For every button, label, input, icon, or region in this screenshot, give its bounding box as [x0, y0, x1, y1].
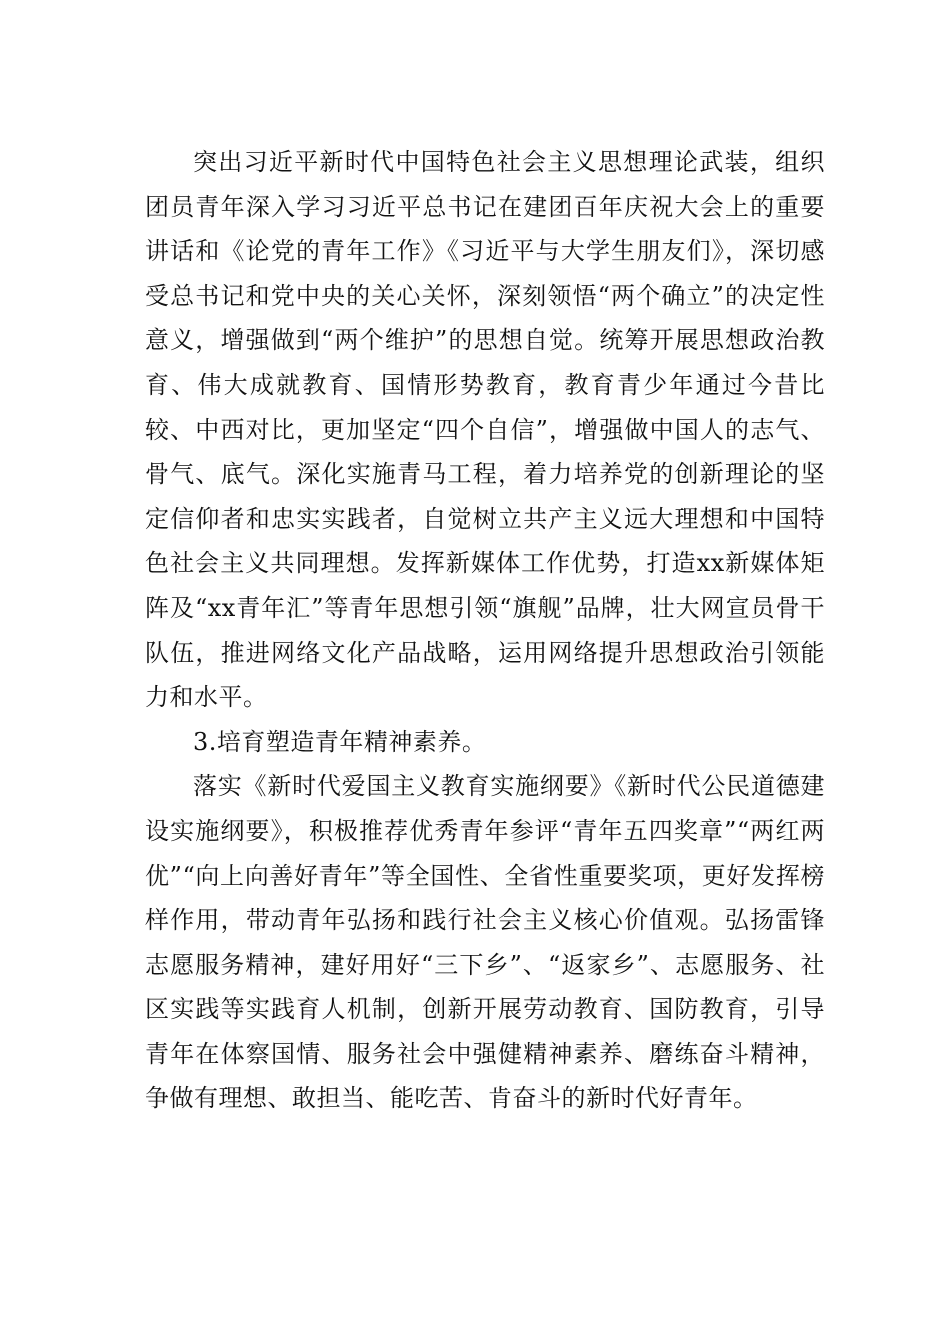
- document-body: [145, 140, 825, 1121]
- paragraph-spirit-cultivation: 落实《新时代爱国主义教育实施纲要》《新时代公民道德建设实施纲要》，积极推荐优秀青年参评“青年五四奖章”“两红两优”“向上向善好青年”等全国性、全省性重要奖项，更好发挥榜样作用，带动青年弘扬和践行社会主义核心价值观。弘扬雷锋志愿服务精神，建好用好“三下乡”、“返家乡”、志愿服务、社区实践等实践育人机制，创新开展劳动教育、国防教育，引导青年在体察国情、服务社会中强健精神素养、磨练奋斗精神，争做有理想、敢担当、能吃苦、肯奋斗的新时代好青年。: [145, 772, 825, 1113]
- section-heading-3: 3.培育塑造青年精神素养。: [193, 727, 487, 756]
- paragraph-theory-arming: 突出习近平新时代中国特色社会主义思想理论武装，组织团员青年深入学习习近平总书记在建团百年庆祝大会上的重要讲话和《论党的青年工作》《习近平与大学生朋友们》，深切感受总书记和党中央的关心关怀，深刻领悟“两个确立”的决定性意义，增强做到“两个维护”的思想自觉。统筹开展思想政治教育、伟大成就教育、国情形势教育，教育青少年通过今昔比较、中西对比，更加坚定“四个自信”，增强做中国人的志气、骨气、底气。深化实施青马工程，着力培养党的创新理论的坚定信仰者和忠实实践者，自觉树立共产主义远大理想和中国特色社会主义共同理想。发挥新媒体工作优势，打造xx新媒体矩阵及“xx青年汇”等青年思想引领“旗舰”品牌，壮大网宣员骨干队伍，推进网络文化产品战略，运用网络提升思想政治引领能力和水平。: [145, 148, 825, 712]
